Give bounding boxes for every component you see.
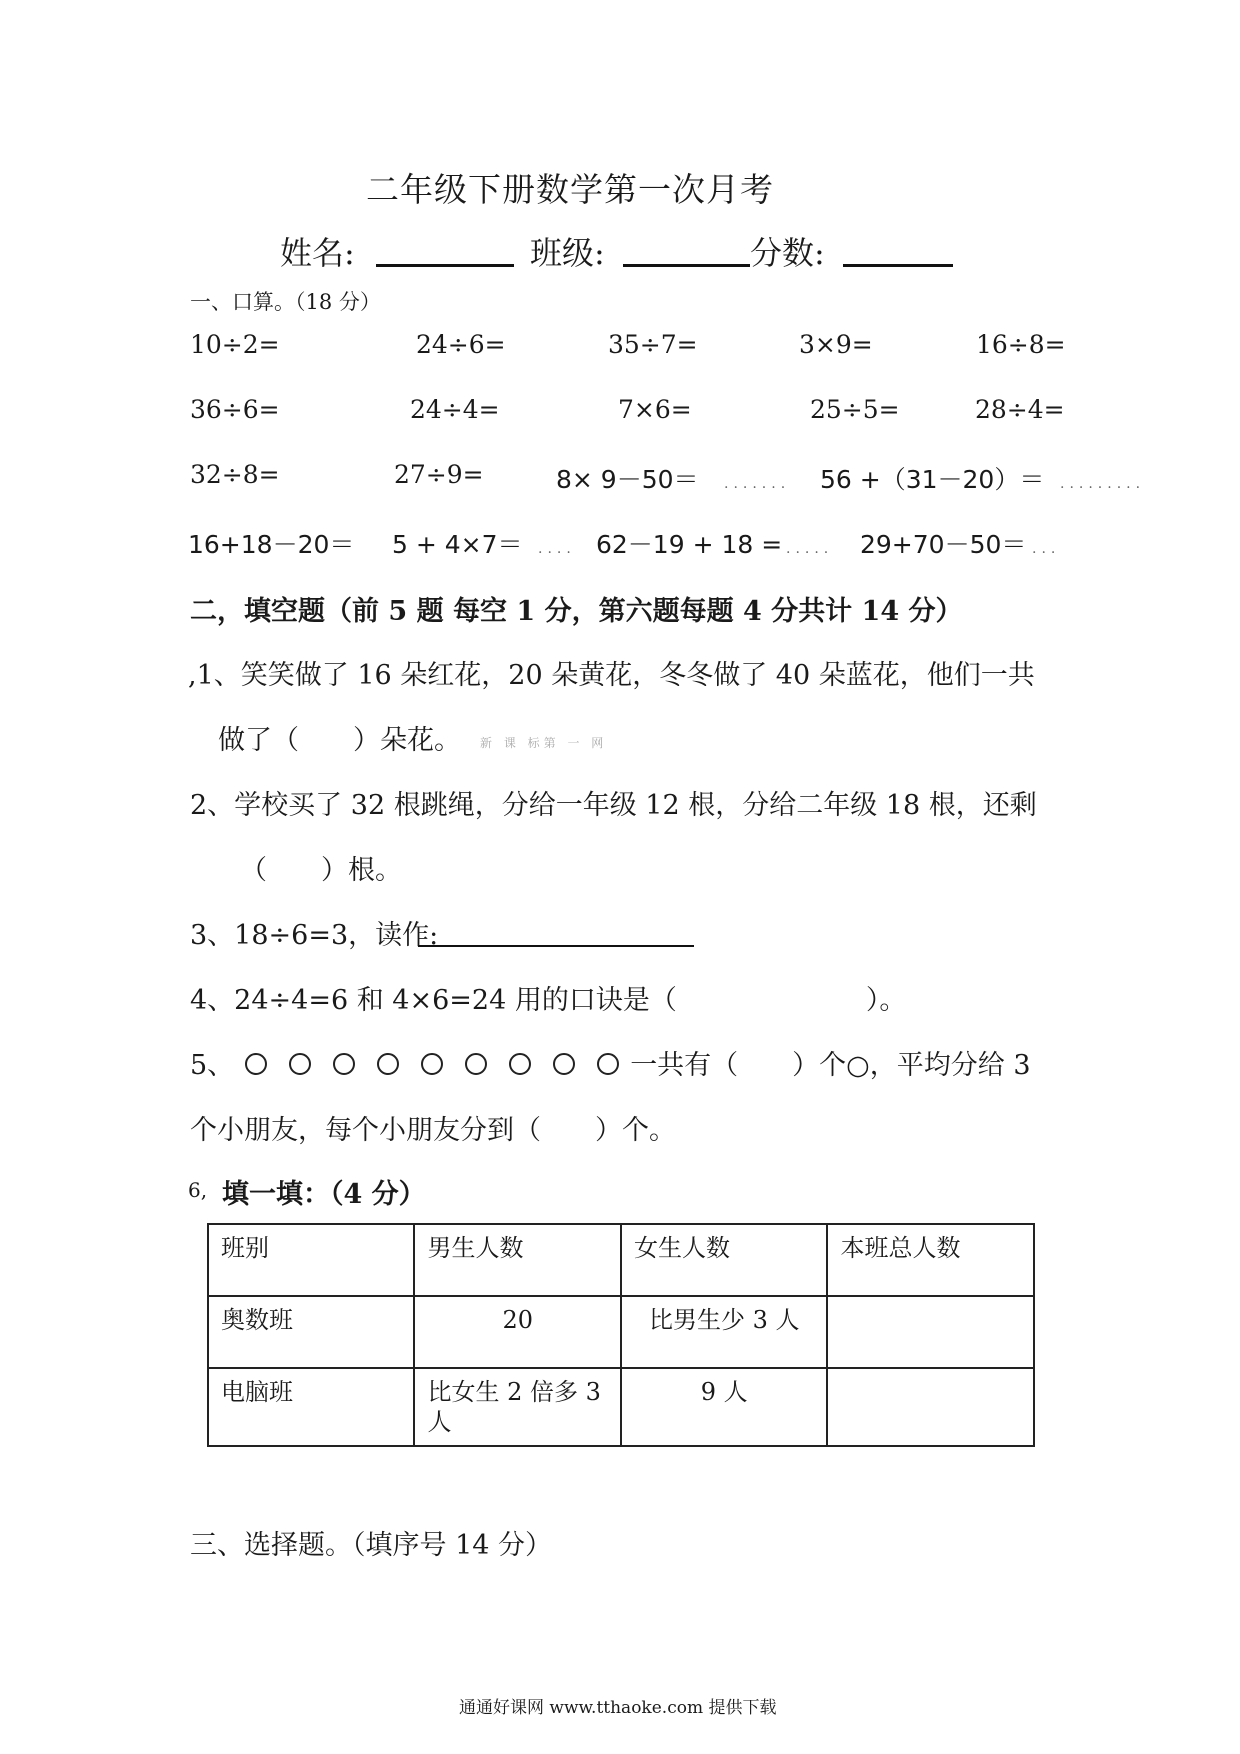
table-answer-cell	[827, 1368, 1034, 1446]
calc-item: 24÷6=	[416, 330, 506, 359]
table-header-cell: 班别	[208, 1224, 414, 1296]
calc-item: 29+70－50＝	[860, 530, 1027, 559]
question-6-heading: 填一填：（4 分）	[222, 1179, 426, 1210]
score-blank	[843, 264, 953, 267]
section1-heading: 一、口算。（18 分）	[190, 290, 381, 314]
footer-text: 通通好课网 www.tthaoke.com 提供下载	[459, 1698, 777, 1718]
table-cell: 奥数班	[208, 1296, 414, 1368]
table-row	[208, 1296, 1034, 1368]
class-blank	[623, 264, 750, 267]
question-3: 3、18÷6=3，读作:	[190, 920, 439, 951]
dotted-answer-space: ....	[538, 541, 576, 557]
table-header-cell: 男生人数	[414, 1224, 621, 1296]
dotted-answer-space: .......	[724, 476, 791, 492]
dotted-answer-space: ...	[1032, 541, 1061, 557]
question-2-line1: 2、学校买了 32 根跳绳，分给一年级 12 根，分给二年级 18 根，还剩	[190, 790, 1037, 821]
name-label: 姓名:	[280, 234, 355, 272]
circle-icon	[553, 1053, 575, 1075]
name-blank	[376, 264, 514, 267]
table-answer-cell	[827, 1296, 1034, 1368]
calc-item: 3×9=	[799, 330, 873, 359]
table-header-row	[208, 1224, 1034, 1296]
table-header-cell: 女生人数	[621, 1224, 827, 1296]
calc-item: 16÷8=	[976, 330, 1066, 359]
section3-heading: 三、选择题。（填序号 14 分）	[190, 1530, 553, 1561]
calc-item: 32÷8=	[190, 460, 280, 489]
calc-item: 10÷2=	[190, 330, 280, 359]
calc-item: 24÷4=	[410, 395, 500, 424]
table-cell: 9 人	[621, 1368, 827, 1446]
section2-heading: 二，填空题（前 5 题 每空 1 分，第六题每题 4 分共计 14 分）	[190, 596, 963, 627]
calc-item: 25÷5=	[810, 395, 900, 424]
calc-item: 8× 9－50＝	[556, 465, 699, 494]
dotted-answer-space: .........	[1060, 476, 1146, 492]
circles-group	[234, 1050, 630, 1081]
question-5-line1	[190, 1043, 1031, 1082]
table-cell: 电脑班	[208, 1368, 414, 1446]
circle-icon	[245, 1053, 267, 1075]
circle-icon	[421, 1053, 443, 1075]
calc-item: 5 + 4×7＝	[392, 530, 523, 559]
table-cell: 比男生少 3 人	[621, 1296, 827, 1368]
circle-icon	[289, 1053, 311, 1075]
circle-icon	[333, 1053, 355, 1075]
question-4: 4、24÷4=6 和 4×6=24 用的口诀是（ ）。	[190, 985, 907, 1016]
calc-item: 36÷6=	[190, 395, 280, 424]
question-5-line2: 个小朋友，每个小朋友分到（ ）个。	[190, 1115, 676, 1146]
question-6-number: 6,	[188, 1178, 208, 1202]
score-label: 分数:	[750, 234, 825, 272]
calc-item: 28÷4=	[975, 395, 1065, 424]
circle-icon	[509, 1053, 531, 1075]
dotted-answer-space: .....	[786, 541, 834, 557]
circle-icon	[377, 1053, 399, 1075]
question-1-line2: 做了（ ）朵花。	[218, 725, 461, 756]
calc-item: 56 +（31－20）＝	[820, 465, 1045, 494]
calc-item: 35÷7=	[608, 330, 698, 359]
table-header-cell: 本班总人数	[827, 1224, 1034, 1296]
calc-item: 16+18－20＝	[188, 530, 355, 559]
page-title: 二年级下册数学第一次月考	[366, 170, 774, 209]
circle-icon	[465, 1053, 487, 1075]
question-5-suffix: 一共有（ ）个○，平均分给 3	[630, 1050, 1031, 1081]
question-2-line2: （ ）根。	[240, 855, 402, 886]
table-cell: 20	[414, 1296, 621, 1368]
table-row	[208, 1368, 1034, 1446]
question-5-prefix: 5、	[190, 1050, 235, 1081]
calc-item: 62－19 + 18 =	[596, 530, 783, 559]
question-1-line1: ,1、笑笑做了 16 朵红花，20 朵黄花，冬冬做了 40 朵蓝花，他们一共	[188, 660, 1035, 691]
class-table	[207, 1223, 1035, 1447]
circle-icon	[597, 1053, 619, 1075]
class-label: 班级:	[530, 234, 605, 272]
watermark-text: 新 课 标第 一 网	[480, 736, 608, 750]
calc-item: 7×6=	[618, 395, 692, 424]
table-cell: 比女生 2 倍多 3 人	[414, 1368, 621, 1446]
calc-item: 27÷9=	[394, 460, 484, 489]
question-3-blank	[418, 945, 694, 947]
